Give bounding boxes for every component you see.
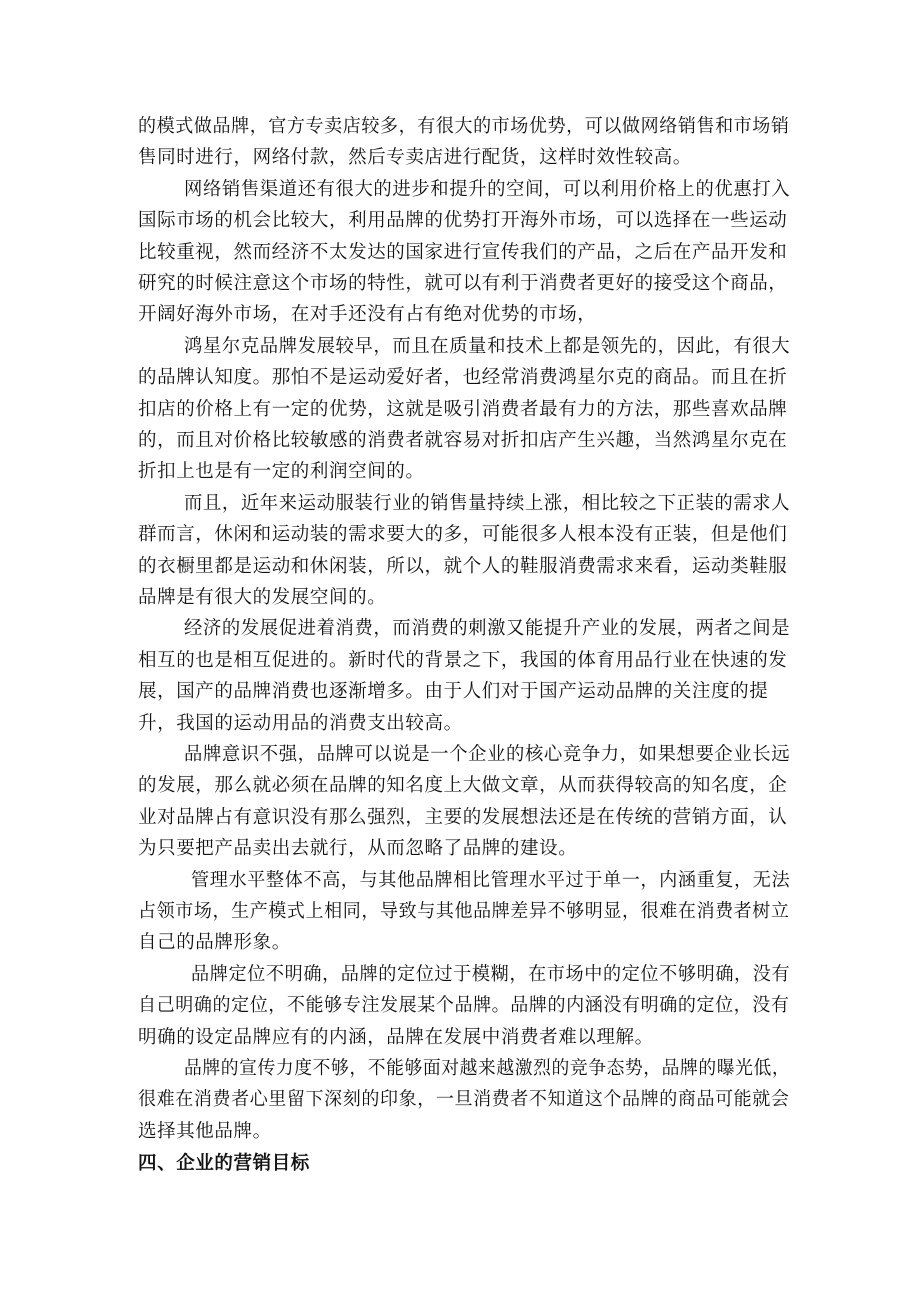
paragraph-3-line-1: 群而言，休闲和运动装的需求要大的多，可能很多人根本没有正装，但是他们 — [138, 524, 788, 545]
paragraph-2-line-4: 折扣上也是有一定的利润空间的。 — [138, 461, 425, 482]
paragraph-7-line-2: 明确的设定品牌应有的内涵，品牌在发展中消费者难以理解。 — [138, 1027, 654, 1048]
section-heading: 四、企业的营销目标 — [138, 1153, 310, 1174]
paragraph-6-line-2: 自己的品牌形象。 — [138, 932, 291, 953]
paragraph-1-line-4: 开阔好海外市场，在对手还没有占有绝对优势的市场， — [138, 304, 597, 325]
paragraph-8-line-2: 选择其他品牌。 — [138, 1121, 272, 1142]
paragraph-4-line-0: 经济的发展促进着消费，而消费的刺激又能提升产业的发展，两者之间是 — [184, 618, 791, 639]
paragraph-4-line-3: 升，我国的运动用品的消费支出较高。 — [138, 713, 463, 734]
paragraph-5-line-3: 为只要把产品卖出去就行，从而忽略了品牌的建设。 — [138, 838, 578, 859]
paragraph-5-line-0: 品牌意识不强，品牌可以说是一个企业的核心竞争力，如果想要企业长远 — [184, 744, 791, 765]
paragraph-8-line-1: 很难在消费者心里留下深刻的印象，一旦消费者不知道这个品牌的商品可能就会 — [138, 1089, 790, 1110]
paragraph-3-line-0: 而且，近年来运动服装行业的销售量持续上涨，相比较之下正装的需求人 — [184, 493, 791, 514]
paragraph-8-line-0: 品牌的宣传力度不够，不能够面对越来越激烈的竞争态势，品牌的曝光低， — [184, 1058, 791, 1079]
paragraph-0-line-0: 的模式做品牌，官方专卖店较多，有很大的市场优势，可以做网络销售和市场销 — [138, 116, 790, 137]
paragraph-2-line-1: 的品牌认知度。那怕不是运动爱好者，也经常消费鸿星尔克的商品。而且在折 — [138, 367, 788, 388]
paragraph-3-line-3: 品牌是有很大的发展空间的。 — [138, 587, 387, 608]
paragraph-1-line-0: 网络销售渠道还有很大的进步和提升的空间，可以利用价格上的优惠打入 — [184, 179, 791, 200]
paragraph-5-line-2: 业对品牌占有意识没有那么强烈，主要的发展想法还是在传统的营销方面，认 — [138, 807, 788, 828]
paragraph-0-line-1: 售同时进行，网络付款，然后专卖店进行配货，这样时效性较高。 — [138, 147, 692, 168]
paragraph-6-line-1: 占领市场，生产模式上相同，导致与其他品牌差异不够明显，很难在消费者树立 — [138, 901, 790, 922]
paragraph-1-line-1: 国际市场的机会比较大，利用品牌的优势打开海外市场，可以选择在一些运动 — [138, 210, 788, 231]
paragraph-3-line-2: 的衣橱里都是运动和休闲装，所以，就个人的鞋服消费需求来看，运动类鞋服 — [138, 556, 788, 577]
paragraph-6-line-0: 管理水平整体不高，与其他品牌相比管理水平过于单一，内涵重复，无法 — [191, 870, 791, 891]
paragraph-1-line-2: 比较重视，然而经济不太发达的国家进行宣传我们的产品，之后在产品开发和 — [138, 242, 788, 263]
paragraph-2-line-0: 鸿星尔克品牌发展较早，而且在质量和技术上都是领先的，因此，有很大 — [184, 336, 791, 357]
paragraph-1-line-3: 研究的时候注意这个市场的特性，就可以有利于消费者更好的接受这个商品， — [138, 273, 788, 294]
paragraph-2-line-2: 扣店的价格上有一定的优势，这就是吸引消费者最有力的方法，那些喜欢品牌 — [138, 399, 788, 420]
paragraph-7-line-0: 品牌定位不明确，品牌的定位过于模糊，在市场中的定位不够明确，没有 — [191, 964, 791, 985]
paragraph-7-line-1: 自己明确的定位，不能够专注发展某个品牌。品牌的内涵没有明确的定位，没有 — [138, 995, 790, 1016]
paragraph-5-line-1: 的发展，那么就必须在品牌的知名度上大做文章，从而获得较高的知名度，企 — [138, 775, 788, 796]
paragraph-4-line-1: 相互的也是相互促进的。新时代的背景之下，我国的体育用品行业在快速的发 — [138, 650, 788, 671]
paragraph-4-line-2: 展，国产的品牌消费也逐渐增多。由于人们对于国产运动品牌的关注度的提 — [138, 681, 769, 702]
paragraph-2-line-3: 的，而且对价格比较敏感的消费者就容易对折扣店产生兴趣，当然鸿星尔克在 — [138, 430, 788, 451]
